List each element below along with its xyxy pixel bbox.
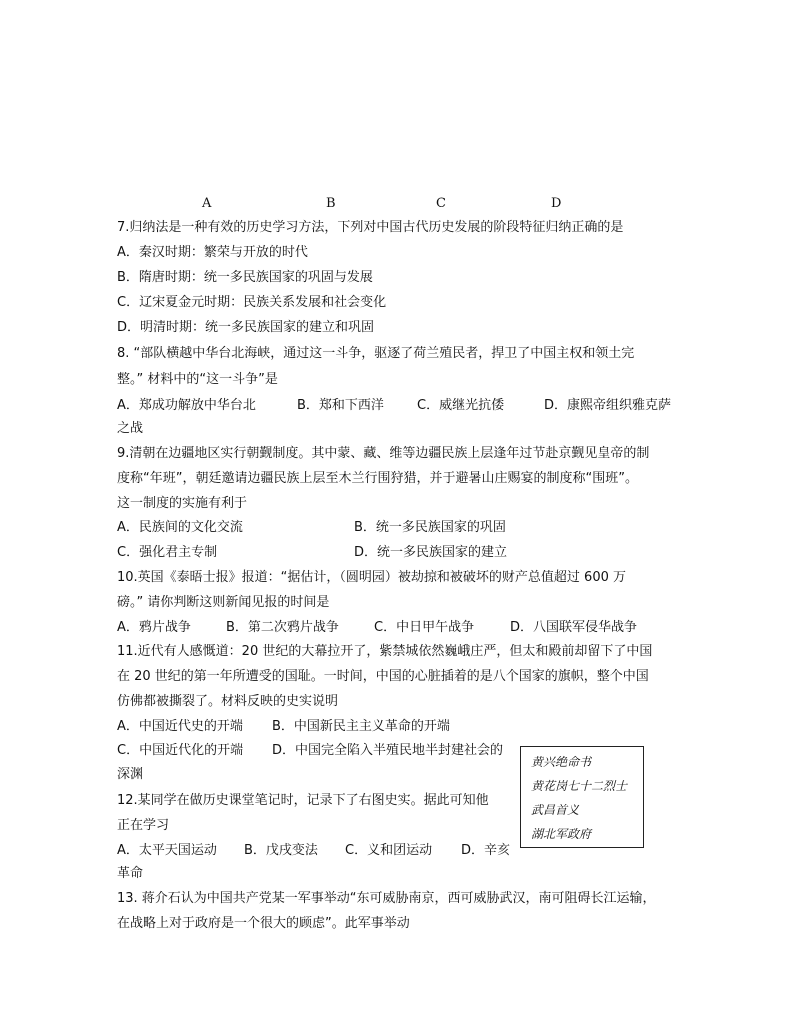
q11-stem-line1: 11.近代有人感慨道：20 世纪的大幕拉开了，紫禁城依然巍峨庄严，但太和殿前却留下了中国 [117,644,653,659]
q10-stem-line2: 磅。” 请你判断这则新闻见报的时间是 [117,595,330,610]
figure-label-b: B [326,196,336,211]
note-line-1: 黄兴绝命书 [531,755,592,769]
q9-option-b: B．统一多民族国家的巩固 [354,520,506,535]
q11-option-b: B．中国新民主主义革命的开端 [272,719,450,734]
history-notes-box [520,746,644,848]
q10-option-b: B．第二次鸦片战争 [226,620,339,635]
q8-stem-line2: 整。” 材料中的“这一斗争”是 [117,372,278,387]
q10-option-c: C．中日甲午战争 [374,620,475,635]
figure-labels-row [0,196,794,216]
q11-option-d: D．中国完全陷入半殖民地半封建社会的 [272,743,504,758]
q9-option-a: A．民族间的文化交流 [117,520,243,535]
q7-option-b: B．隋唐时期：统一多民族国家的巩固与发展 [117,270,373,285]
figure-label-a: A [202,196,212,211]
q7-option-d: D．明清时期：统一多民族国家的建立和巩固 [117,320,375,335]
q9-option-c: C．强化君主专制 [117,545,218,560]
q12-option-c: C．义和团运动 [345,843,433,858]
q8-stem-line1: 8. “部队横越中华台北海峡，通过这一斗争，驱逐了荷兰殖民者，捍卫了中国主权和领土完 [117,346,635,361]
q8-option-b: B．郑和下西洋 [297,398,384,413]
note-line-2: 黄花岗七十二烈士 [531,779,628,793]
q8-option-d-cont: 之战 [117,421,144,436]
q7-option-a: A．秦汉时期：繁荣与开放的时代 [117,245,308,260]
q10-option-d: D．八国联军侵华战争 [510,620,638,635]
q7-stem: 7.归纳法是一种有效的历史学习方法，下列对中国古代历史发展的阶段特征归纳正确的是 [117,220,624,235]
q8-option-a: A．郑成功解放中华台北 [117,398,256,413]
q13-stem-line2: 在战略上对于政府是一个很大的顾虑”。此军事举动 [117,916,410,931]
q11-option-d-cont: 深渊 [117,767,144,782]
q9-stem-line2: 度称“年班”，朝廷邀请边疆民族上层至木兰行围狩猎，并于避暑山庄赐宴的制度称“围班”。 [117,471,638,486]
q9-stem-line3: 这一制度的实施有利于 [117,496,248,511]
q8-option-d: D．康熙帝组织雅克萨 [544,398,672,413]
note-line-4: 湖北军政府 [531,827,592,841]
q12-option-d: D．辛亥 [461,843,511,858]
q12-stem-line1: 12.某同学在做历史课堂笔记时，记录下了右图史实。据此可知他 [117,793,489,808]
note-line-3: 武昌首义 [531,803,580,817]
q11-stem-line3: 仿佛都被撕裂了。材料反映的史实说明 [117,694,339,709]
q8-option-c: C．威继光抗倭 [417,398,505,413]
q12-option-b: B．戊戌变法 [244,843,318,858]
q9-stem-line1: 9.清朝在边疆地区实行朝觐制度。其中蒙、藏、维等边疆民族上层逢年过节赴京觐见皇帝的制 [117,446,650,461]
q11-stem-line2: 在 20 世纪的第一年所遭受的国耻。一时间，中国的心脏插着的是八个国家的旗帜，整个中国 [117,669,649,684]
q13-stem-line1: 13. 蒋介石认为中国共产党某一军事举动“东可威胁南京，西可威胁武汉，南可阻碍长江运输， [117,891,656,906]
q7-option-c: C．辽宋夏金元时期：民族关系发展和社会变化 [117,295,387,310]
q12-option-d-cont: 革命 [117,866,144,881]
q10-stem-line1: 10.英国《泰晤士报》报道：“据估计，（圆明园）被劫掠和被破坏的财产总值超过 600 万 [117,570,626,585]
q11-option-a: A．中国近代史的开端 [117,719,243,734]
q11-option-c: C．中国近代化的开端 [117,743,244,758]
q12-option-a: A．太平天国运动 [117,843,217,858]
q10-option-a: A．鸦片战争 [117,620,191,635]
q12-stem-line2: 正在学习 [117,818,170,833]
figure-label-d: D [551,196,562,211]
q9-option-d: D．统一多民族国家的建立 [354,545,508,560]
figure-label-c: C [436,196,446,211]
